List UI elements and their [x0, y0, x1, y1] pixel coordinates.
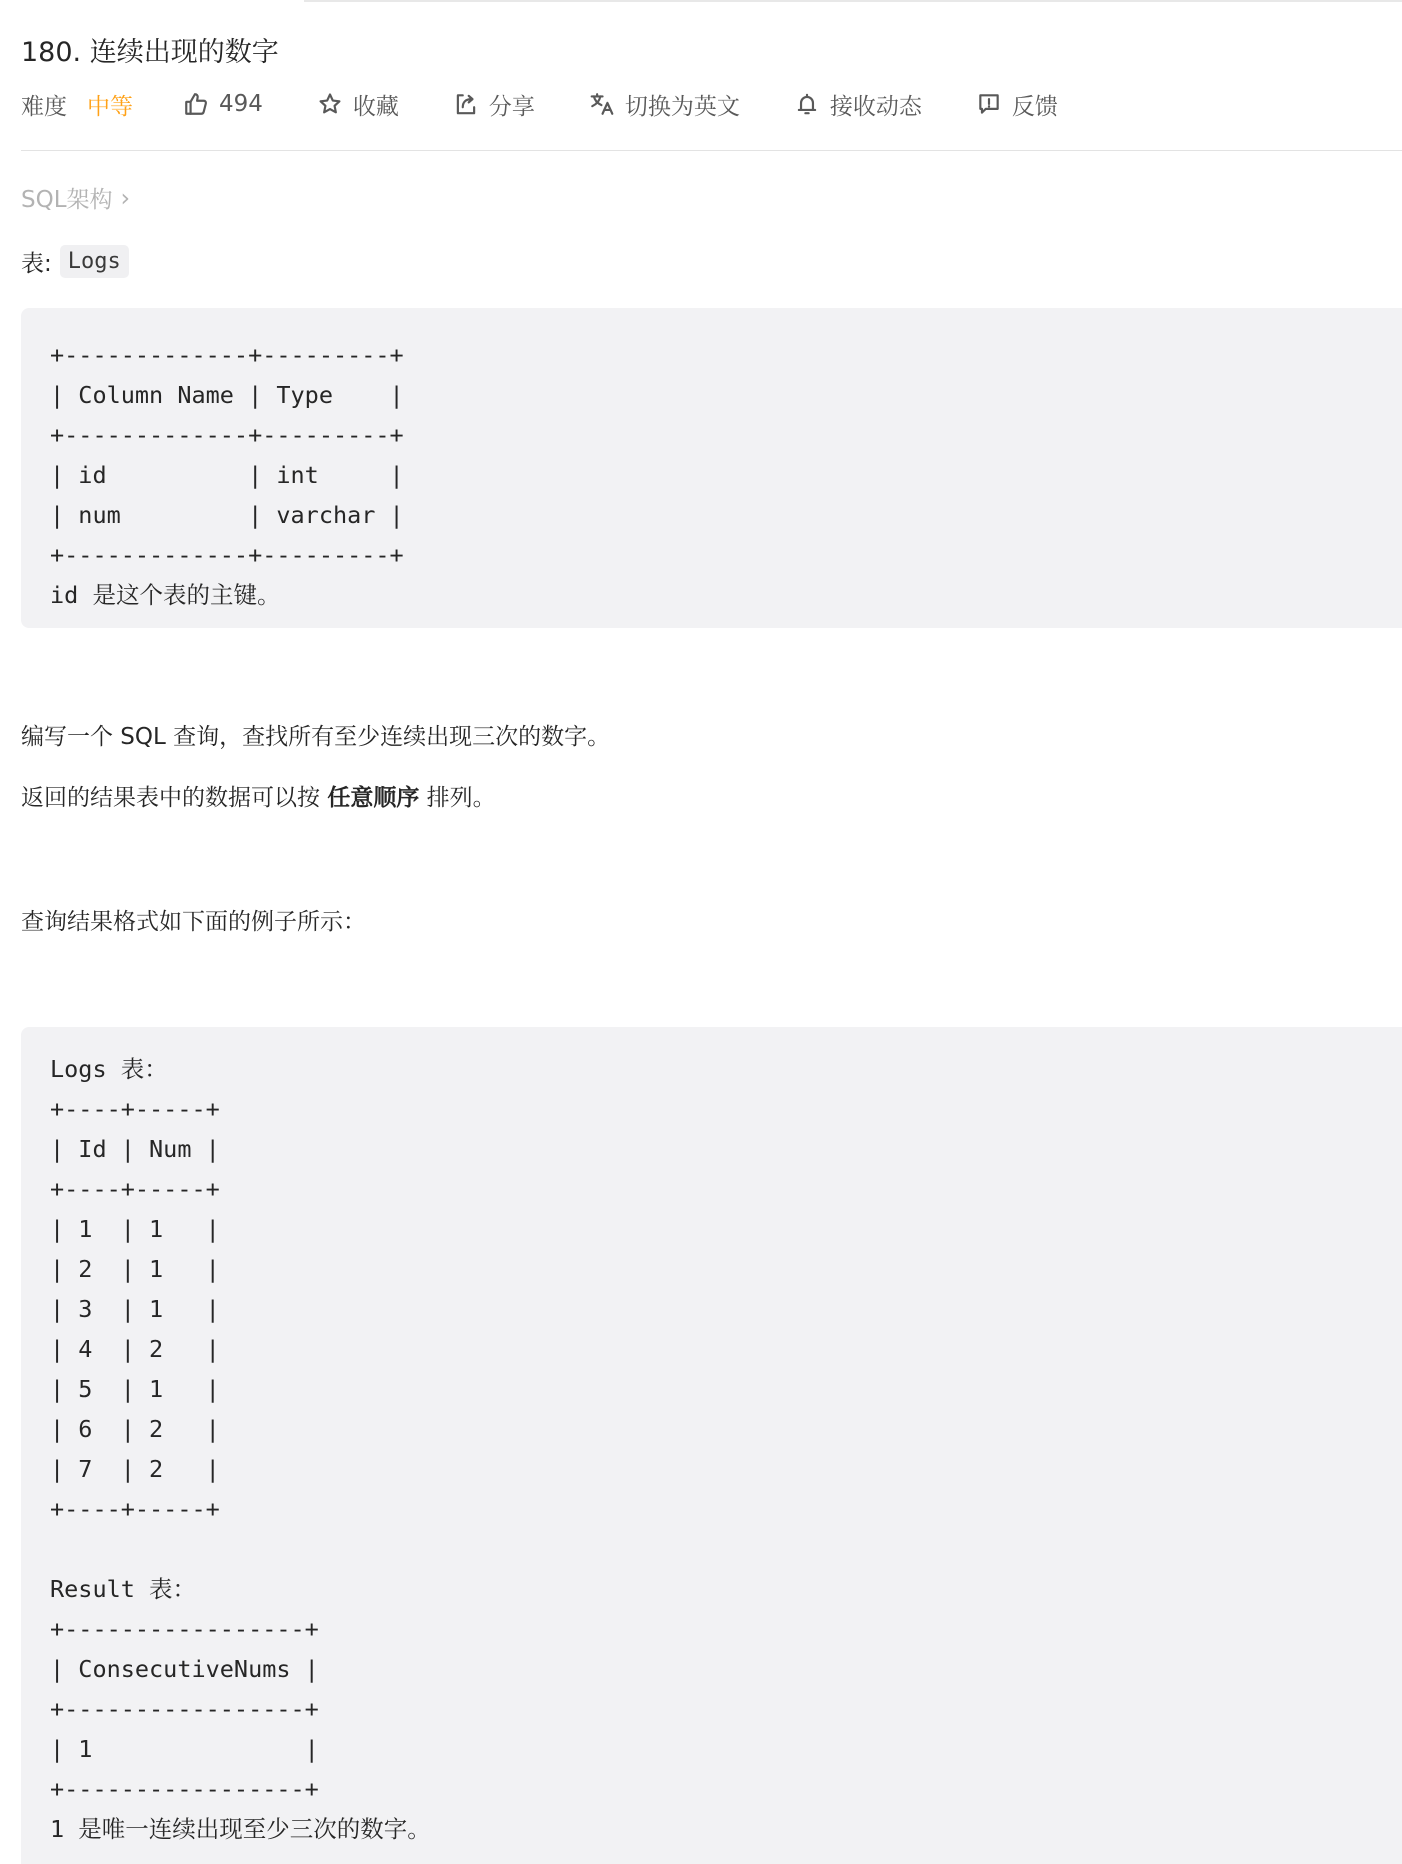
switch-language-button[interactable] [589, 88, 740, 121]
thumbs-up-icon [183, 91, 209, 117]
feedback-icon [976, 91, 1002, 117]
subscribe-label: 接收动态 [829, 93, 922, 120]
bell-icon [794, 91, 820, 117]
header-divider [21, 150, 1402, 151]
feedback-button[interactable] [976, 88, 1058, 121]
problem-title: 180. 连续出现的数字 [21, 37, 279, 68]
difficulty-value: 中等 [87, 93, 133, 120]
example-code-block: Logs 表： +----+-----+ | Id | Num | +----+-----+ | 1 | 1 | | 2 | 1 | | 3 | 1 | | 4 | 2 | | 5 | 1 | | 6 | 2 | | 7 | 2 | +----+-----+ Result 表： +-----------------+ | ConsecutiveNums | +-----------------+ | 1 | +-----------------+ 1 是唯一连续出现至少三次的数字。 [21, 1027, 1402, 1864]
meta-bar [21, 87, 1112, 121]
description-line-3: 查询结果格式如下面的例子所示： [21, 909, 366, 935]
chevron-right-icon: › [120, 183, 131, 212]
schema-code-block: +-------------+---------+ | Column Name | Type | +-------------+---------+ | id | int | | num | varchar | +-------------+---------+ id 是这个表的主键。 [21, 308, 1402, 628]
favorite-button[interactable] [317, 88, 399, 121]
star-icon [317, 91, 343, 117]
share-icon [453, 91, 479, 117]
breadcrumb-sql-schema[interactable]: SQL架构 [21, 187, 113, 213]
like-count: 494 [219, 91, 263, 117]
table-name-code: Logs [60, 245, 129, 278]
favorite-label: 收藏 [352, 93, 399, 120]
translate-icon [589, 91, 615, 117]
like-button[interactable] [183, 91, 263, 117]
top-rule [304, 0, 1402, 2]
subscribe-button[interactable] [794, 88, 922, 121]
breadcrumb[interactable] [21, 181, 130, 214]
share-button[interactable] [453, 88, 535, 121]
difficulty-label: 难度 [21, 93, 67, 120]
share-label: 分享 [488, 93, 535, 120]
description-line-1: 编写一个 SQL 查询，查找所有至少连续出现三次的数字。 [21, 724, 611, 750]
feedback-label: 反馈 [1011, 93, 1058, 120]
description-line-2-bold: 任意顺序 [327, 785, 420, 811]
table-intro-label: 表: [21, 251, 52, 277]
description-line-2 [21, 779, 496, 812]
description-line-2-suffix: 排列。 [419, 785, 496, 811]
table-intro [21, 245, 129, 278]
switch-language-label: 切换为英文 [624, 93, 740, 120]
description-line-2-prefix: 返回的结果表中的数据可以按 [21, 785, 328, 811]
